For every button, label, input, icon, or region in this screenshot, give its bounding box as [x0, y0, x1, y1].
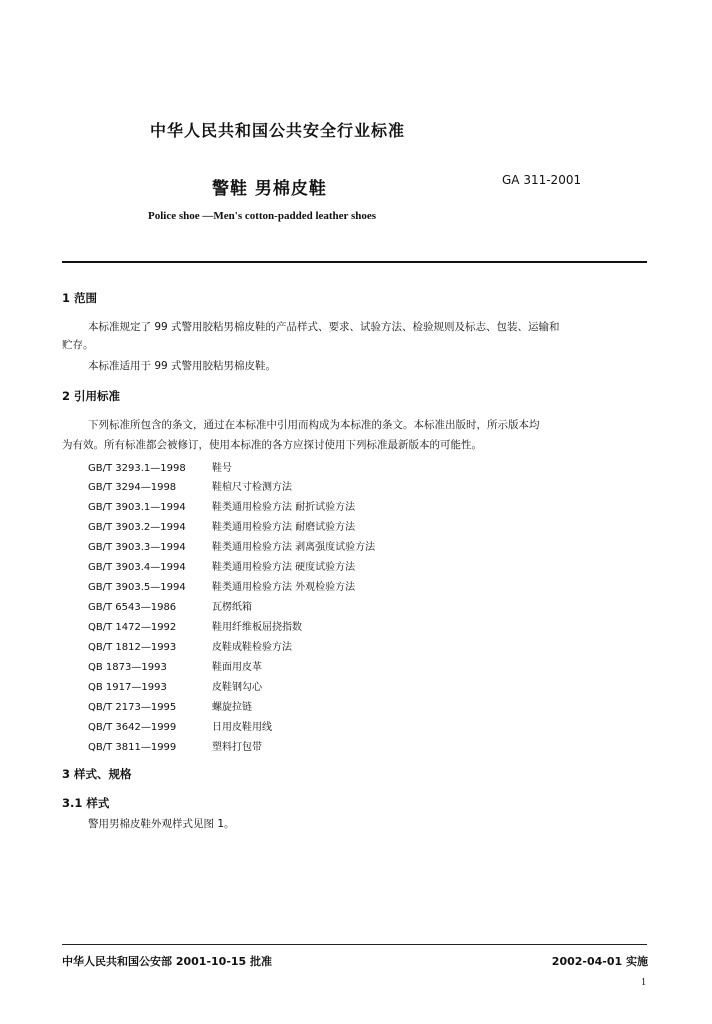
reference-item: QB 1873—1993 鞋面用皮革 — [88, 662, 262, 673]
reference-item: QB/T 1472—1992 鞋用纤维板屈挠指数 — [88, 622, 302, 633]
reference-item: GB/T 3903.4—1994 鞋类通用检验方法 硬度试验方法 — [88, 562, 356, 573]
section-2-title: 2 引用标准 — [62, 389, 121, 403]
section-2-paragraph-line: 下列标准所包含的条文，通过在本标准中引用而构成为本标准的条文。本标准出版时，所示版本均 — [88, 419, 540, 431]
reference-item: GB/T 3903.2—1994 鞋类通用检验方法 耐磨试验方法 — [88, 522, 356, 533]
reference-item: GB/T 3294—1998 鞋楦尺寸检测方法 — [88, 482, 292, 493]
section-3-1-title: 3.1 样式 — [62, 796, 110, 810]
reference-item: GB/T 6543—1986 瓦楞纸箱 — [88, 602, 252, 613]
footer-rule — [62, 944, 647, 945]
section-1-paragraph-line: 本标准规定了 99 式警用胶粘男棉皮鞋的产品样式、要求、试验方法、检验规则及标志、包装、运输和 — [88, 321, 560, 333]
reference-item: QB/T 3811—1999 塑料打包带 — [88, 742, 262, 753]
standard-code: GA 311-2001 — [502, 173, 582, 187]
issuing-organization: 中华人民共和国公共安全行业标准 — [150, 121, 406, 140]
section-1-paragraph: 本标准适用于 99 式警用胶粘男棉皮鞋。 — [88, 360, 277, 372]
effective-date: 2002-04-01 实施 — [551, 955, 648, 968]
reference-item: GB/T 3293.1—1998 鞋号 — [88, 463, 232, 474]
english-title: Police shoe —Men's cotton-padded leather shoes — [148, 210, 377, 222]
section-3-title: 3 样式、规格 — [62, 767, 132, 781]
reference-item: QB/T 2173—1995 螺旋拉链 — [88, 702, 252, 713]
header-rule — [62, 261, 647, 263]
standard-title: 警鞋 男棉皮鞋 — [212, 179, 327, 199]
reference-item: GB/T 3903.1—1994 鞋类通用检验方法 耐折试验方法 — [88, 502, 356, 513]
page-number: 1 — [641, 977, 646, 988]
reference-item: GB/T 3903.5—1994 鞋类通用检验方法 外观检验方法 — [88, 582, 356, 593]
reference-item: GB/T 3903.3—1994 鞋类通用检验方法 剥离强度试验方法 — [88, 542, 376, 553]
reference-item: QB/T 3642—1999 日用皮鞋用线 — [88, 722, 272, 733]
section-2-paragraph-line: 为有效。所有标准都会被修订，使用本标准的各方应探讨使用下列标准最新版本的可能性。 — [62, 439, 482, 451]
section-1-title: 1 范围 — [62, 291, 98, 305]
approval-line: 中华人民共和国公安部 2001-10-15 批准 — [62, 955, 273, 968]
section-3-1-paragraph: 警用男棉皮鞋外观样式见图 1。 — [88, 818, 235, 830]
section-1-paragraph-line: 贮存。 — [62, 339, 94, 351]
reference-item: QB 1917—1993 皮鞋钢勾心 — [88, 682, 262, 693]
reference-item: QB/T 1812—1993 皮鞋成鞋检验方法 — [88, 642, 292, 653]
